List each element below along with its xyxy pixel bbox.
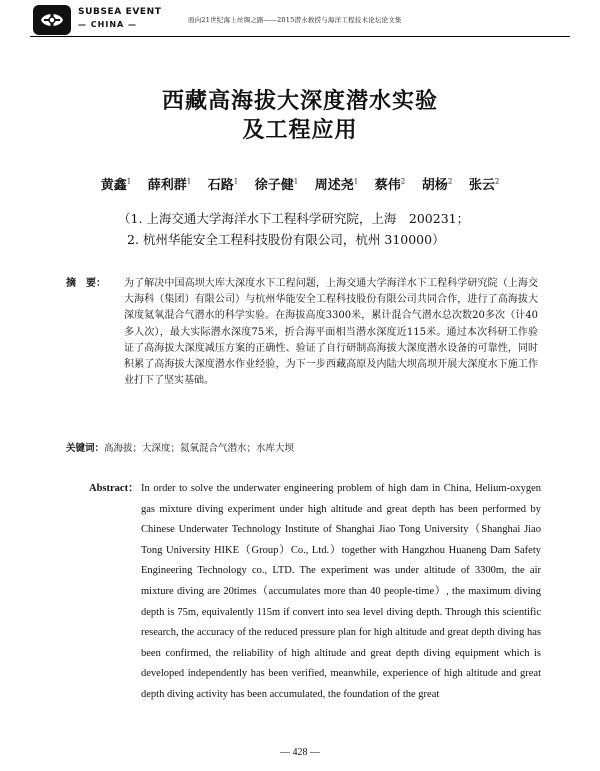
author-name: 蔡伟 bbox=[374, 178, 401, 193]
author-affiliation-mark: 1 bbox=[293, 177, 299, 186]
english-abstract bbox=[89, 479, 541, 706]
chinese-abstract bbox=[66, 276, 538, 389]
author-name: 张云 bbox=[468, 178, 495, 193]
author bbox=[315, 174, 358, 193]
author-affiliation-mark: 1 bbox=[353, 177, 359, 186]
author-name: 薛利群 bbox=[147, 178, 187, 193]
keywords bbox=[66, 440, 294, 454]
author-affiliation-mark: 2 bbox=[400, 177, 406, 186]
author bbox=[208, 174, 238, 193]
author-name: 徐子健 bbox=[254, 178, 294, 193]
author-affiliation-mark: 1 bbox=[186, 177, 192, 186]
brand-line-2: — CHINA — bbox=[78, 20, 137, 29]
keywords-label: 关键词： bbox=[66, 443, 105, 454]
author-name: 石路 bbox=[207, 178, 234, 193]
author-affiliation-mark: 2 bbox=[494, 177, 500, 186]
author bbox=[422, 174, 452, 193]
author bbox=[255, 174, 298, 193]
affiliation-line-2: 2. 杭州华能安全工程科技股份有限公司，杭州 310000） bbox=[127, 232, 445, 247]
author-name: 胡杨 bbox=[421, 178, 448, 193]
author-list bbox=[0, 174, 600, 193]
author bbox=[375, 174, 405, 193]
author-name: 黄鑫 bbox=[100, 178, 127, 193]
author bbox=[469, 174, 499, 193]
keywords-text: 高海拔；大深度；氦氧混合气潜水；水库大坝 bbox=[104, 443, 295, 454]
author bbox=[101, 174, 131, 193]
abstract-body-cn: 为了解决中国高坝大库大深度水下工程问题，上海交通大学海洋水下工程科学研究院（上海交大海科（集团）有限公司）与杭州华能安全工程科技股份有限公司共同合作，进行了高海拔大深度氦氧混合气潜水的科学实验。在海拔高度3300米，累计混合气潜水总次数20多次（计40多人次），最大实际潜水深度75米，折合海平面相当潜水深度近115米。通过本次科研工作验证了高海拔大深度减压方案的正确性、验证了自行研制高海拔大深度潜水设备的可靠性，同时积累了高海拔大深度潜水作业经验，为下一步西藏高原及内陆大坝高坝开展大深度水下施工作业打下了坚实基础。 bbox=[124, 278, 538, 387]
brand-name bbox=[78, 7, 162, 29]
header-divider bbox=[30, 36, 570, 37]
page-number: — 428 — bbox=[280, 747, 320, 758]
subsea-event-logo bbox=[32, 4, 72, 36]
author-name: 周述尧 bbox=[314, 178, 354, 193]
abstract-label-en: Abstract： bbox=[89, 483, 139, 494]
author-affiliation-mark: 1 bbox=[233, 177, 239, 186]
paper-title-line-1: 西藏高海拔大深度潜水实验 bbox=[161, 88, 438, 114]
paper-title-line-2: 及工程应用 bbox=[242, 117, 358, 143]
abstract-label-cn: 摘 要： bbox=[66, 278, 106, 289]
running-title: 面向21世纪海上丝绸之路——2015潜水救捞与海洋工程技术论坛论文集 bbox=[188, 16, 402, 24]
affiliation-line-1: （1. 上海交通大学海洋水下工程科学研究院，上海 200231； bbox=[118, 211, 470, 226]
page-header bbox=[32, 4, 572, 38]
affiliations bbox=[118, 208, 469, 250]
author-affiliation-mark: 1 bbox=[126, 177, 132, 186]
brand-line-1: SUBSEA EVENT bbox=[78, 7, 162, 17]
author-affiliation-mark: 2 bbox=[447, 177, 453, 186]
author bbox=[148, 174, 191, 193]
abstract-body-en: In order to solve the underwater engineering problem of high dam in China, Helium-oxygen gas mixture diving experiment under high altitude and great depth has been performed by Chinese Underwater Technology Institute of Shanghai Jiao Tong University（Shanghai Jiao Tong University HIKE（Group）Co., Ltd.）together with Hangzhou Huaneng Dam Safety Engineering Technology co., LTD. The experiment was under altitude of 3300m, the air mixture diving are 20times（accumulates more than 40 people-time）, the maximum diving depth is 75m, equivalently 115m if convert into sea level diving depth. Through this scientific research, the accuracy of the reduced pressure plan for high altitude and great depth diving has been confirmed, the reliability of high altitude and great depth diving equipment which is developed independently has been verified, meanwhile, experience of high altitude and great depth diving activity has been accumulated, the foundation of the great bbox=[141, 483, 541, 700]
